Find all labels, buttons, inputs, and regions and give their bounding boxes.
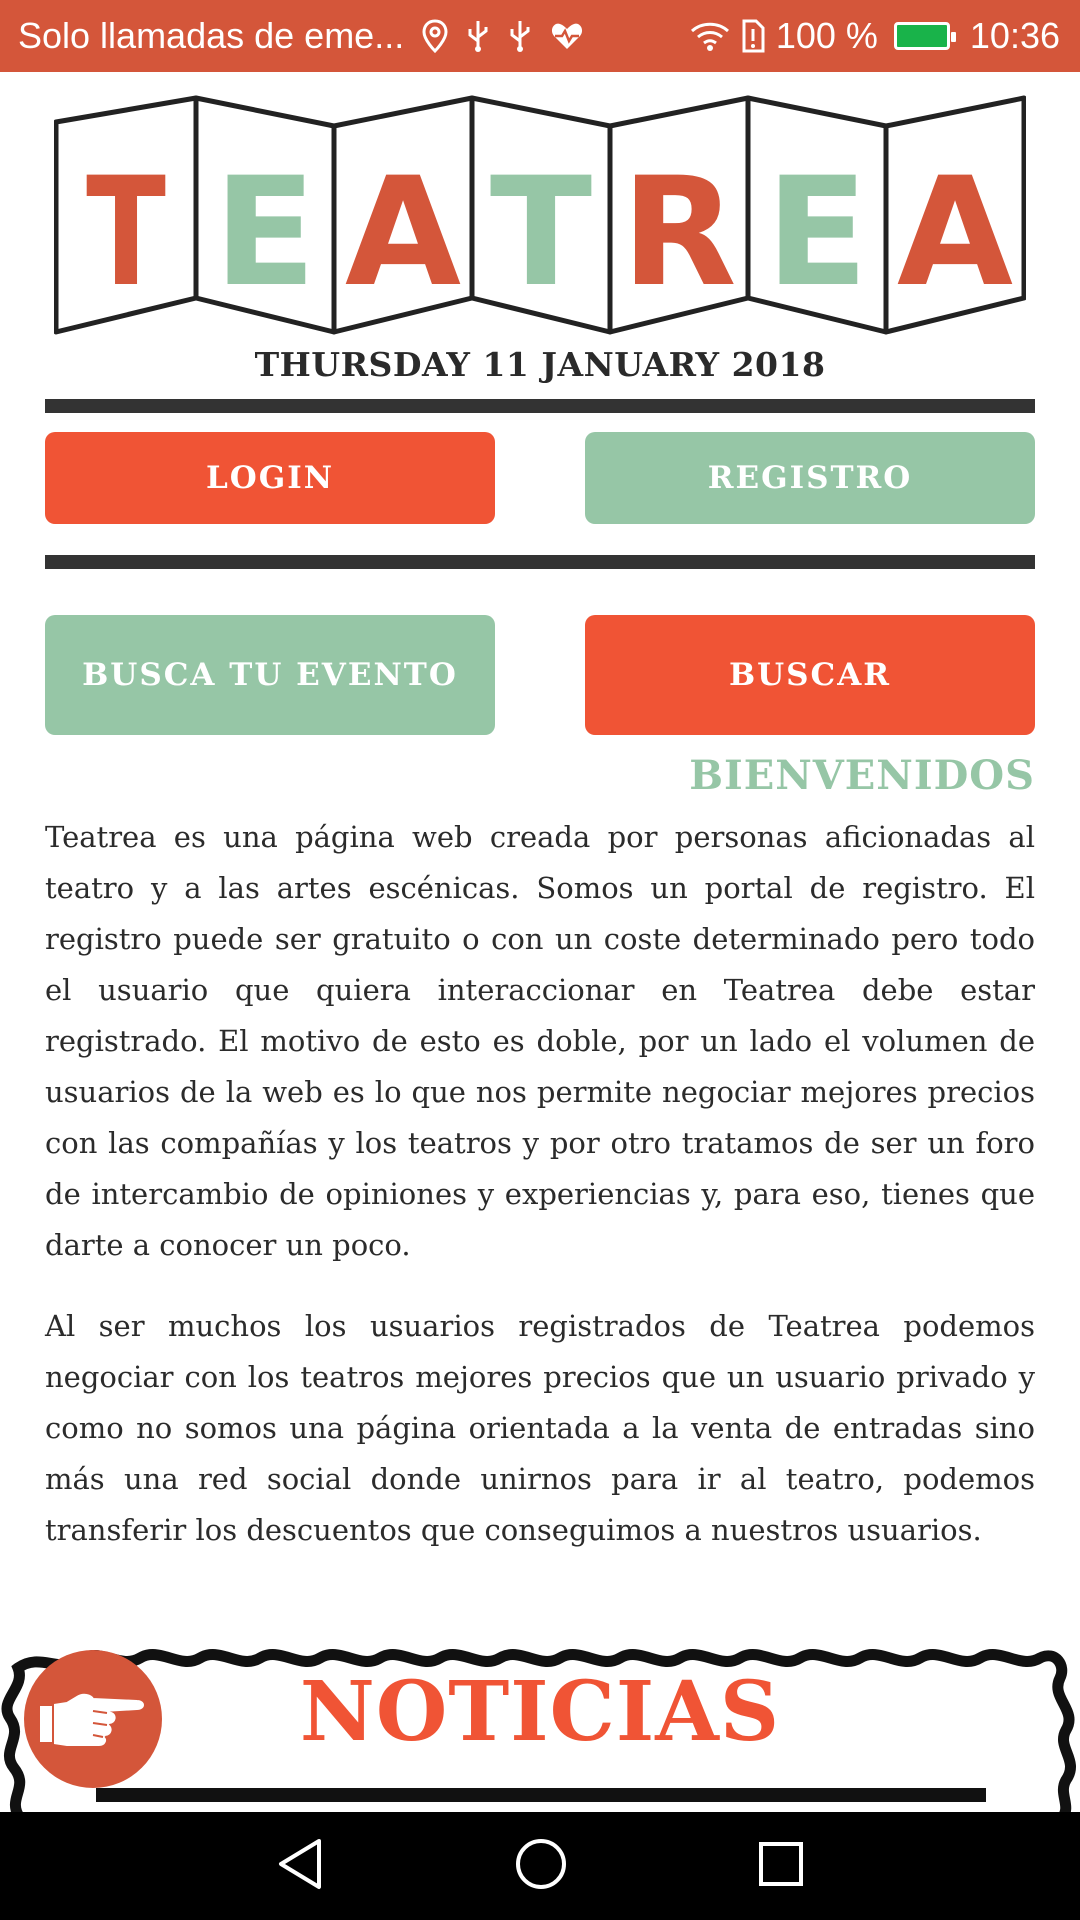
status-bar [0,0,1080,72]
divider [45,399,1035,413]
health-icon [550,21,584,51]
divider [45,555,1035,569]
usb-icon [466,19,490,53]
logo-letter: E [765,146,869,320]
pointing-hand-icon [37,1687,149,1751]
back-icon[interactable] [275,1837,325,1895]
logo-letter: E [213,146,317,320]
busca-tu-evento-button[interactable]: BUSCA TU EVENTO [45,615,495,735]
logo-letter: T [86,144,166,320]
noticias-underline [96,1788,986,1802]
logo-letter: T [489,146,593,320]
usb-icon [508,19,532,53]
logo-letter: A [344,146,462,320]
battery-charging-icon [894,22,950,50]
login-button[interactable]: LOGIN [45,432,495,524]
noticias-title: NOTICIAS [299,1664,781,1760]
carrier-text: Solo llamadas de eme... [18,15,405,56]
recents-icon[interactable] [757,1840,805,1892]
welcome-paragraph-1: Teatrea es una página web creada por personas aficionadas al teatro y a las artes escénicas. Somos un portal de registro. El registro puede ser gratuito o con un coste determinado pero todo el usuario que quiera interaccionar en Teatrea debe estar registrado. El motivo de esto es doble, por un lado el volumen de usuarios de la web es lo que nos permite negociar mejores precios con las compañías y los teatros y por otro tratamos de ser un foro de intercambio de opiniones y experiencias y, para eso, tienes que darte a conocer un poco. [45,820,1035,1262]
battery-percent: 100 % [775,15,878,56]
current-date: THURSDAY 11 JANUARY 2018 [254,345,826,384]
location-icon [422,19,448,53]
home-icon[interactable] [514,1837,568,1895]
menu-button[interactable] [24,1650,162,1788]
navigation-bar [0,1812,1080,1920]
buscar-button[interactable]: BUSCAR [585,615,1035,735]
logo-letter: R [621,146,737,320]
sim-alert-icon [740,19,766,53]
logo-letter: A [896,146,1014,320]
welcome-heading: BIENVENIDOS [689,752,1035,799]
teatrea-logo[interactable] [54,92,1026,342]
clock: 10:36 [969,15,1060,56]
registro-button[interactable]: REGISTRO [585,432,1035,524]
wifi-icon [690,20,730,52]
welcome-paragraph-2: Al ser muchos los usuarios registrados de Teatrea podemos negociar con los teatros mejores precios que un usuario privado y como no somos una página orientada a la venta de entradas sino más una red social donde unirnos para ir al teatro, podemos transferir los descuentos que conseguimos a nuestros usuarios. [45,1309,1035,1547]
